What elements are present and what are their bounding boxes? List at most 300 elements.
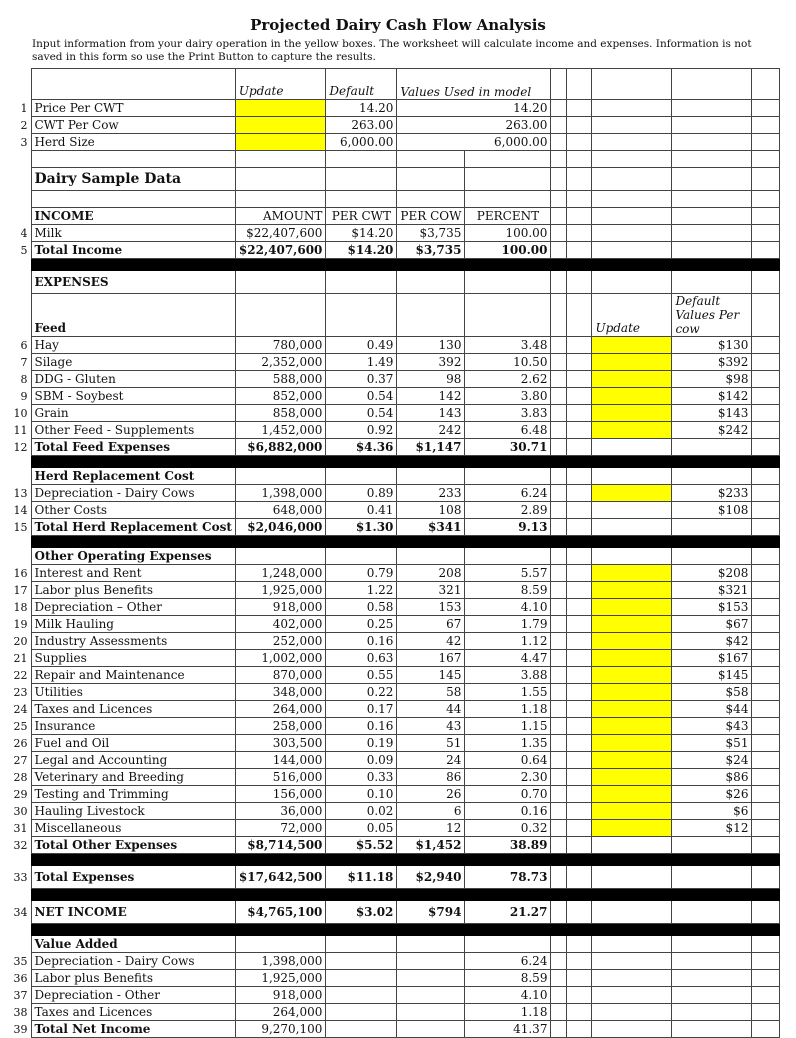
- empty-cell: [567, 151, 592, 168]
- empty-cell: [752, 439, 780, 456]
- empty-cell: [752, 803, 780, 820]
- percent-value: 4.10: [465, 599, 551, 616]
- amount-value: 780,000: [235, 337, 326, 354]
- expense-label: Interest and Rent: [31, 565, 235, 582]
- separator-cell: [465, 536, 551, 548]
- amount-value: 1,002,000: [235, 650, 326, 667]
- sheet-cell: [3, 468, 31, 485]
- separator-cell: [31, 456, 235, 468]
- empty-cell: [235, 936, 326, 953]
- update-header: Update: [235, 69, 326, 100]
- separator-cell: [592, 259, 672, 271]
- row-number: 9: [20, 389, 28, 403]
- other-row: [3, 633, 780, 650]
- empty-cell: [397, 1004, 465, 1021]
- empty-cell: [551, 953, 567, 970]
- default-per-cow-value: $58: [672, 684, 752, 701]
- empty-cell: [551, 242, 567, 259]
- expense-label: Repair and Maintenance: [31, 667, 235, 684]
- percent-value: 100.00: [465, 242, 551, 259]
- empty-cell: [592, 242, 672, 259]
- empty-cell: [567, 371, 592, 388]
- separator-cell: [235, 456, 326, 468]
- empty-cell: [567, 786, 592, 803]
- separator-cell: [31, 854, 235, 866]
- per-cow-value: 24: [397, 752, 465, 769]
- default-per-cow-value: $67: [672, 616, 752, 633]
- empty-cell: [752, 225, 780, 242]
- per-cwt-value: 1.22: [326, 582, 397, 599]
- empty-cell: [551, 803, 567, 820]
- update-input[interactable]: [592, 616, 672, 633]
- separator-cell: [752, 536, 780, 548]
- per-cwt-col-header: PER CWT: [326, 208, 397, 225]
- percent-value: 21.27: [465, 901, 551, 924]
- per-cow-value: 208: [397, 565, 465, 582]
- total-label: Total Other Expenses: [31, 837, 235, 854]
- empty-cell: [672, 134, 752, 151]
- per-cwt-value: 0.58: [326, 599, 397, 616]
- empty-cell: [592, 866, 672, 889]
- percent-value: 6.24: [465, 953, 551, 970]
- per-cwt-value: 0.22: [326, 684, 397, 701]
- empty-cell: [672, 901, 752, 924]
- sheet-cell: [3, 271, 31, 294]
- per-cow-value: 130: [397, 337, 465, 354]
- empty-cell: [592, 1004, 672, 1021]
- update-input[interactable]: [592, 769, 672, 786]
- income-label: Milk: [31, 225, 235, 242]
- herd-row: [3, 502, 780, 519]
- per-cow-value: $3,735: [397, 242, 465, 259]
- empty-cell: [465, 294, 551, 337]
- default-per-cow-value: $145: [672, 667, 752, 684]
- per-cwt-value: 0.63: [326, 650, 397, 667]
- empty-cell: [567, 168, 592, 191]
- sample-title-row: [3, 168, 780, 191]
- per-cow-value: 142: [397, 388, 465, 405]
- separator-cell: [326, 456, 397, 468]
- percent-value: 1.12: [465, 633, 551, 650]
- row-number: 21: [13, 651, 28, 665]
- empty-cell: [465, 936, 551, 953]
- separator-cell: [592, 536, 672, 548]
- per-cwt-value: $5.52: [326, 837, 397, 854]
- percent-value: 1.79: [465, 616, 551, 633]
- percent-value: 3.48: [465, 337, 551, 354]
- empty-cell: [592, 901, 672, 924]
- separator-cell: [31, 536, 235, 548]
- row-number: 36: [13, 971, 28, 985]
- empty-cell: [567, 294, 592, 337]
- sheet-cell: [3, 69, 31, 100]
- other-row: [3, 684, 780, 701]
- update-input[interactable]: [592, 701, 672, 718]
- empty-cell: [752, 701, 780, 718]
- empty-cell: [551, 485, 567, 502]
- default-per-cow-value: $108: [672, 502, 752, 519]
- other-heading: Other Operating Expenses: [31, 548, 235, 565]
- update-input[interactable]: [592, 582, 672, 599]
- update-input[interactable]: [592, 599, 672, 616]
- separator-cell: [31, 889, 235, 901]
- expense-label: Veterinary and Breeding: [31, 769, 235, 786]
- empty-cell: [567, 803, 592, 820]
- expense-label: Fuel and Oil: [31, 735, 235, 752]
- expense-label: Taxes and Licences: [31, 701, 235, 718]
- empty-cell: [551, 901, 567, 924]
- percent-value: 1.18: [465, 701, 551, 718]
- update-input[interactable]: [592, 718, 672, 735]
- separator-cell: [326, 889, 397, 901]
- default-value: 6,000.00: [326, 134, 397, 151]
- empty-cell: [672, 970, 752, 987]
- separator-cell: [752, 889, 780, 901]
- separator-cell: [567, 536, 592, 548]
- empty-cell: [551, 439, 567, 456]
- cash-flow-worksheet: [3, 68, 780, 1038]
- expense-label: Depreciation – Other: [31, 599, 235, 616]
- per-cwt-value: 0.54: [326, 405, 397, 422]
- amount-value: 1,925,000: [235, 970, 326, 987]
- update-input[interactable]: [592, 684, 672, 701]
- empty-cell: [567, 337, 592, 354]
- per-cwt-value: 0.05: [326, 820, 397, 837]
- per-cow-value: 321: [397, 582, 465, 599]
- total-label: Total Expenses: [31, 866, 235, 889]
- empty-cell: [326, 191, 397, 208]
- sheet-cell: [3, 191, 31, 208]
- empty-cell: [551, 388, 567, 405]
- percent-value: 30.71: [465, 439, 551, 456]
- empty-cell: [672, 208, 752, 225]
- row-number: 17: [13, 583, 28, 597]
- row-number: 25: [13, 719, 28, 733]
- amount-value: 1,452,000: [235, 422, 326, 439]
- empty-cell: [672, 242, 752, 259]
- empty-cell: [235, 294, 326, 337]
- empty-cell: [551, 208, 567, 225]
- empty-cell: [752, 100, 780, 117]
- per-cow-value: 58: [397, 684, 465, 701]
- empty-cell: [752, 786, 780, 803]
- separator-bar: [3, 854, 780, 866]
- separator-cell: [752, 924, 780, 936]
- empty-cell: [752, 936, 780, 953]
- row-number: 37: [13, 988, 28, 1002]
- percent-value: 3.88: [465, 667, 551, 684]
- default-per-cow-value: $51: [672, 735, 752, 752]
- empty-cell: [235, 468, 326, 485]
- empty-cell: [551, 987, 567, 1004]
- sheet-cell: [3, 151, 31, 168]
- empty-cell: [551, 100, 567, 117]
- update-input[interactable]: [235, 117, 326, 134]
- feed-row: [3, 337, 780, 354]
- empty-cell: [752, 970, 780, 987]
- empty-cell: [752, 599, 780, 616]
- empty-cell: [551, 294, 567, 337]
- empty-cell: [465, 271, 551, 294]
- percent-value: 0.32: [465, 820, 551, 837]
- separator-cell: [567, 924, 592, 936]
- update-input[interactable]: [592, 337, 672, 354]
- update-input[interactable]: [592, 803, 672, 820]
- empty-cell: [752, 684, 780, 701]
- empty-cell: [551, 225, 567, 242]
- update-input[interactable]: [592, 485, 672, 502]
- empty-cell: [592, 69, 672, 100]
- update-input[interactable]: [592, 422, 672, 439]
- feed-heading: Feed: [31, 294, 235, 337]
- empty-cell: [326, 987, 397, 1004]
- empty-cell: [752, 242, 780, 259]
- amount-value: 36,000: [235, 803, 326, 820]
- input-row: [3, 100, 780, 117]
- separator-bar: [3, 924, 780, 936]
- empty-cell: [567, 69, 592, 100]
- update-input[interactable]: [592, 633, 672, 650]
- default-per-cow-value: $392: [672, 354, 752, 371]
- separator-cell: [567, 854, 592, 866]
- empty-cell: [551, 616, 567, 633]
- separator-cell: [235, 924, 326, 936]
- empty-cell: [567, 650, 592, 667]
- update-header: Update: [592, 294, 672, 337]
- per-cow-value: 98: [397, 371, 465, 388]
- empty-cell: [752, 117, 780, 134]
- empty-cell: [567, 970, 592, 987]
- spacer-row: [3, 151, 780, 168]
- amount-value: 918,000: [235, 987, 326, 1004]
- amount-value: $6,882,000: [235, 439, 326, 456]
- separator-cell: [592, 889, 672, 901]
- empty-cell: [567, 439, 592, 456]
- empty-cell: [567, 1021, 592, 1038]
- empty-cell: [672, 69, 752, 100]
- empty-cell: [752, 1004, 780, 1021]
- empty-cell: [567, 837, 592, 854]
- separator-cell: [397, 536, 465, 548]
- empty-cell: [235, 191, 326, 208]
- empty-cell: [672, 837, 752, 854]
- empty-cell: [551, 1021, 567, 1038]
- update-input[interactable]: [592, 388, 672, 405]
- expense-label: Utilities: [31, 684, 235, 701]
- update-input[interactable]: [592, 354, 672, 371]
- sheet-cell: [3, 889, 31, 901]
- row-number: 3: [20, 135, 28, 149]
- other-row: [3, 718, 780, 735]
- per-cwt-value: 0.16: [326, 633, 397, 650]
- row-number: 19: [13, 617, 28, 631]
- update-input[interactable]: [592, 371, 672, 388]
- percent-value: 100.00: [465, 225, 551, 242]
- empty-cell: [31, 191, 235, 208]
- amount-value: 144,000: [235, 752, 326, 769]
- empty-cell: [592, 168, 672, 191]
- amount-value: 72,000: [235, 820, 326, 837]
- separator-cell: [326, 259, 397, 271]
- default-per-cow-value: $43: [672, 718, 752, 735]
- empty-cell: [567, 582, 592, 599]
- empty-cell: [397, 936, 465, 953]
- per-cow-value: 6: [397, 803, 465, 820]
- separator-cell: [672, 259, 752, 271]
- default-per-cow-value: $24: [672, 752, 752, 769]
- percent-value: 1.35: [465, 735, 551, 752]
- amount-value: 264,000: [235, 701, 326, 718]
- empty-cell: [592, 936, 672, 953]
- empty-cell: [551, 599, 567, 616]
- update-input[interactable]: [592, 650, 672, 667]
- row-number: 6: [20, 338, 28, 352]
- empty-cell: [567, 901, 592, 924]
- amount-value: 1,925,000: [235, 582, 326, 599]
- empty-cell: [672, 117, 752, 134]
- amount-value: 303,500: [235, 735, 326, 752]
- per-cwt-value: 0.79: [326, 565, 397, 582]
- empty-cell: [752, 633, 780, 650]
- other-heading-row: [3, 548, 780, 565]
- used-value: 14.20: [397, 100, 551, 117]
- per-cow-value: 392: [397, 354, 465, 371]
- percent-value: 1.18: [465, 1004, 551, 1021]
- empty-cell: [31, 151, 235, 168]
- empty-cell: [326, 168, 397, 191]
- expense-label: Supplies: [31, 650, 235, 667]
- empty-cell: [752, 271, 780, 294]
- empty-cell: [551, 191, 567, 208]
- update-input[interactable]: [592, 820, 672, 837]
- row-number: 38: [13, 1005, 28, 1019]
- empty-cell: [752, 371, 780, 388]
- empty-cell: [752, 422, 780, 439]
- empty-cell: [752, 820, 780, 837]
- amount-value: $4,765,100: [235, 901, 326, 924]
- amount-value: 918,000: [235, 599, 326, 616]
- row-number: 18: [13, 600, 28, 614]
- update-input[interactable]: [235, 134, 326, 151]
- empty-cell: [567, 936, 592, 953]
- default-per-cow-value: $233: [672, 485, 752, 502]
- update-input[interactable]: [592, 752, 672, 769]
- empty-cell: [592, 191, 672, 208]
- other-row: [3, 735, 780, 752]
- separator-cell: [31, 924, 235, 936]
- empty-cell: [752, 667, 780, 684]
- default-per-cow-value: $143: [672, 405, 752, 422]
- empty-cell: [326, 468, 397, 485]
- empty-cell: [551, 936, 567, 953]
- row-number: 7: [20, 355, 28, 369]
- percent-value: 2.89: [465, 502, 551, 519]
- value-added-label: Depreciation - Dairy Cows: [31, 953, 235, 970]
- empty-cell: [397, 468, 465, 485]
- empty-cell: [551, 667, 567, 684]
- empty-cell: [752, 866, 780, 889]
- expense-label: SBM - Soybest: [31, 388, 235, 405]
- per-cow-value: $3,735: [397, 225, 465, 242]
- empty-cell: [752, 151, 780, 168]
- update-input[interactable]: [592, 405, 672, 422]
- value-added-row: [3, 970, 780, 987]
- update-input[interactable]: [235, 100, 326, 117]
- sheet-cell: [3, 548, 31, 565]
- total-label: Total Herd Replacement Cost: [31, 519, 235, 536]
- input-label: Price Per CWT: [31, 100, 235, 117]
- empty-cell: [672, 987, 752, 1004]
- sheet-cell: [3, 168, 31, 191]
- empty-cell: [551, 354, 567, 371]
- used-value: 6,000.00: [397, 134, 551, 151]
- default-value: 14.20: [326, 100, 397, 117]
- per-cow-value: $794: [397, 901, 465, 924]
- empty-cell: [551, 701, 567, 718]
- per-cow-value: 143: [397, 405, 465, 422]
- percent-value: 4.47: [465, 650, 551, 667]
- empty-cell: [567, 1004, 592, 1021]
- per-cow-value: 67: [397, 616, 465, 633]
- default-per-cow-value: $208: [672, 565, 752, 582]
- empty-cell: [592, 468, 672, 485]
- per-cwt-value: $4.36: [326, 439, 397, 456]
- empty-cell: [567, 422, 592, 439]
- empty-cell: [567, 599, 592, 616]
- separator-bar: [3, 889, 780, 901]
- amount-value: 1,398,000: [235, 485, 326, 502]
- amount-value: 9,270,100: [235, 1021, 326, 1038]
- income-header-row: [3, 208, 780, 225]
- update-input[interactable]: [592, 565, 672, 582]
- empty-cell: [465, 468, 551, 485]
- amount-value: $8,714,500: [235, 837, 326, 854]
- amount-value: 648,000: [235, 502, 326, 519]
- expense-label: Miscellaneous: [31, 820, 235, 837]
- per-cow-value: 26: [397, 786, 465, 803]
- empty-cell: [592, 225, 672, 242]
- empty-cell: [752, 354, 780, 371]
- empty-cell: [326, 548, 397, 565]
- empty-cell: [397, 970, 465, 987]
- empty-cell: [397, 987, 465, 1004]
- other-row: [3, 667, 780, 684]
- income-row: [3, 225, 780, 242]
- per-cwt-value: 0.10: [326, 786, 397, 803]
- value-added-row: [3, 1004, 780, 1021]
- inputs-header-row: [3, 69, 780, 100]
- empty-cell: [397, 548, 465, 565]
- empty-cell: [592, 837, 672, 854]
- empty-cell: [567, 405, 592, 422]
- separator-cell: [672, 536, 752, 548]
- empty-cell: [397, 271, 465, 294]
- empty-cell: [551, 519, 567, 536]
- default-per-cow-value: $6: [672, 803, 752, 820]
- amount-value: 156,000: [235, 786, 326, 803]
- update-input[interactable]: [592, 667, 672, 684]
- update-input[interactable]: [592, 735, 672, 752]
- per-cow-value: 153: [397, 599, 465, 616]
- empty-cell: [567, 769, 592, 786]
- update-input[interactable]: [592, 786, 672, 803]
- separator-cell: [31, 259, 235, 271]
- sheet-cell: [3, 924, 31, 936]
- empty-cell: [567, 953, 592, 970]
- empty-cell: [752, 901, 780, 924]
- empty-cell: [752, 519, 780, 536]
- empty-cell: [752, 616, 780, 633]
